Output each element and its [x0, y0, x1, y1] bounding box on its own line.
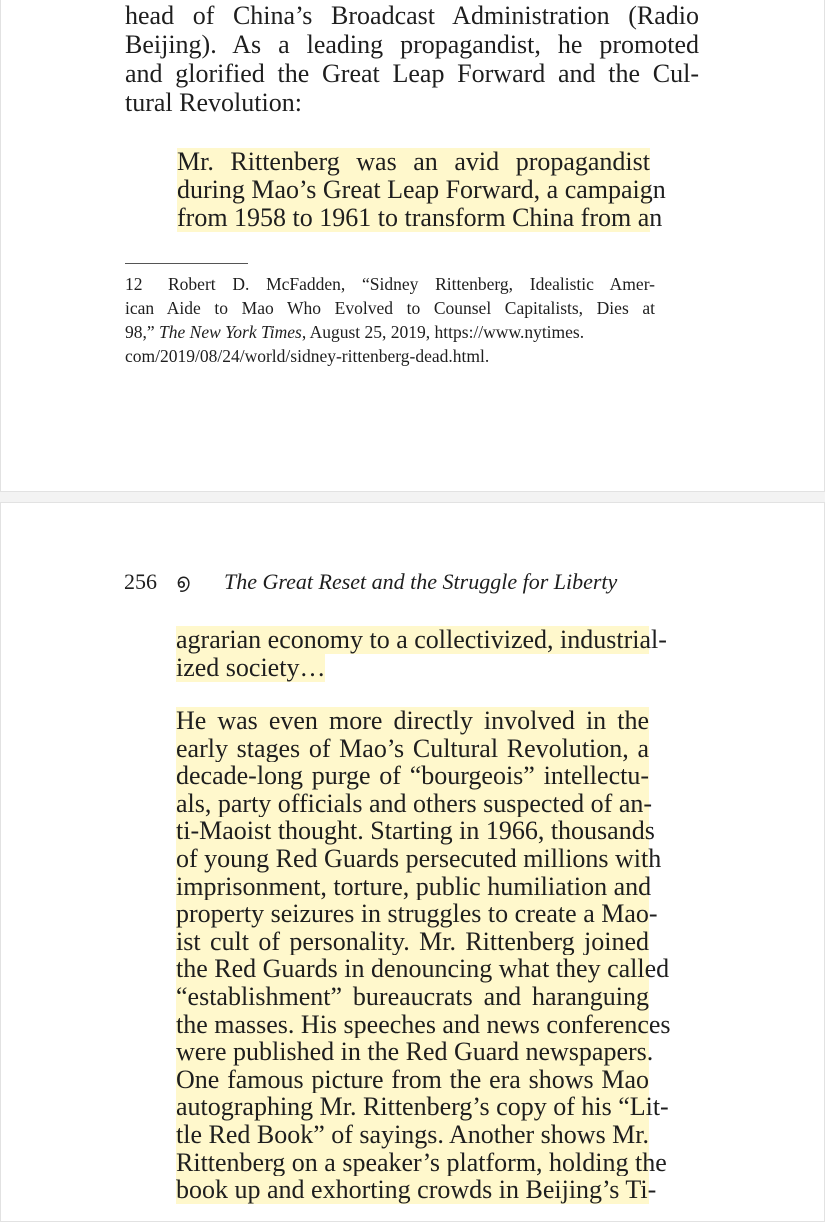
page-top	[0, 0, 825, 492]
quote-line: during Mao’s Great Leap Forward, a campaign	[177, 175, 666, 204]
quote-line: book up and exhorting crowds in Beijing’s Ti-	[176, 1175, 657, 1205]
footnote-publication: The New York Times	[159, 322, 302, 342]
quote-line: imprisonment, torture, public humiliation and	[176, 871, 652, 901]
footnote-rule	[125, 263, 248, 264]
quote-line: early stages of Mao’s Cultural Revolution, a	[176, 733, 649, 763]
footnote-line	[125, 321, 584, 344]
quote-line: agrarian economy to a collectivized, industrial-	[176, 625, 667, 654]
footnote-text: 98,”	[125, 322, 155, 342]
quote-line: Mr. Rittenberg was an avid propagandist	[177, 147, 650, 176]
quote-line: decade-long purge of “bourgeois” intellectu-	[176, 761, 649, 791]
body-line: and glorified the Great Leap Forward and the Cul-	[125, 59, 699, 88]
page-number: 256	[124, 569, 157, 594]
footnote-line: Robert D. McFadden, “Sidney Rittenberg, Idealistic Amer-	[168, 274, 655, 294]
quote-line: the Red Guards in denouncing what they called	[176, 954, 670, 984]
quote-line: “establishment” bureaucrats and haranguing	[176, 982, 649, 1011]
body-line: tural Revolution:	[125, 88, 302, 117]
quote-line: of young Red Guards persecuted millions with	[176, 844, 662, 873]
quote-line: ist cult of personality. Mr. Rittenberg joined	[176, 926, 649, 956]
body-line: Beijing). As a leading propagandist, he promoted	[125, 30, 699, 59]
book-title: The Great Reset and the Struggle for Liberty	[224, 569, 618, 594]
footnote-line: ican Aide to Mao Who Evolved to Counsel Capitalists, Dies at	[125, 298, 655, 318]
quote-line: from 1958 to 1961 to transform China from an	[177, 203, 663, 232]
footnote-text: , August 25, 2019, https://www.nytimes.	[301, 322, 585, 342]
quote-line: als, party officials and others suspected of an-	[176, 788, 653, 818]
footnote-number: 12	[125, 274, 143, 294]
body-line: head of China’s Broadcast Administration (Radio	[125, 1, 699, 30]
quote-line: ized society…	[176, 653, 326, 682]
quote-line: ti-Maoist thought. Starting in 1966, thousands	[176, 816, 655, 846]
ornament-icon: ൭	[176, 571, 190, 593]
quote-line: property seizures in struggles to create a Mao-	[176, 899, 658, 929]
quote-line: the masses. His speeches and news conferences	[176, 1009, 671, 1039]
quote-line: He was even more directly involved in the	[176, 706, 649, 735]
quote-line: Rittenberg on a speaker’s platform, holding the	[176, 1147, 667, 1177]
quote-line: were published in the Red Guard newspapers.	[176, 1037, 654, 1067]
footnote-url: com/2019/08/24/world/sidney-rittenberg-dead.html.	[125, 346, 490, 366]
quote-line: autographing Mr. Rittenberg’s copy of his “Lit-	[176, 1092, 669, 1122]
quote-line: tle Red Book” of sayings. Another shows Mr.	[176, 1120, 650, 1149]
footnote	[125, 273, 655, 373]
quote-line: One famous picture from the era shows Mao	[176, 1064, 649, 1094]
